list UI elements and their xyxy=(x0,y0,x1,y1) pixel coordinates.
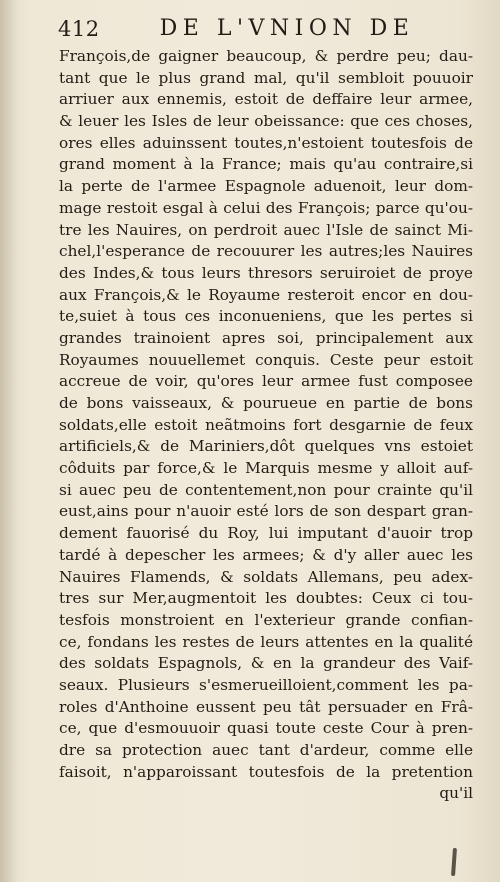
page-number: 412 xyxy=(58,17,100,41)
text-line: de bons vaisseaux, & pourueue en partie de bons xyxy=(59,394,473,412)
text-line: ce, que d'esmouuoir quasi toute ceste Cour à pren- xyxy=(59,719,473,738)
text-line: arriuer aux ennemis, estoit de deffaire leur armee, xyxy=(59,90,473,109)
text-line: Nauires Flamends, & soldats Allemans, peu adex- xyxy=(59,567,473,586)
ink-mark xyxy=(451,848,457,876)
text-line: chel,l'esperance de recouurer les autres;les Nauires xyxy=(59,242,473,261)
text-line: tres sur Mer,augmentoit les doubtes: Ceux ci tou- xyxy=(59,589,473,608)
text-line: dement fauorisé du Roy, lui imputant d'auoir trop xyxy=(59,524,473,543)
text-line: & leuer les Isles de leur obeissance: que ces choses, xyxy=(59,112,473,131)
text-line: grandes trainoient apres soi, principalement aux xyxy=(59,328,473,347)
catchword: qu'il xyxy=(439,784,473,803)
text-line: tardé à depescher les armees; & d'y aller auec les xyxy=(59,545,473,564)
text-line: soldats,elle estoit neãtmoins fort desgarnie de feux xyxy=(59,415,473,434)
body-text xyxy=(59,46,473,805)
text-line: grand moment à la France; mais qu'au contraire,si xyxy=(59,155,473,174)
text-line: te,suiet à tous ces inconueniens, que les pertes si xyxy=(59,307,473,326)
text-line: seaux. Plusieurs s'esmerueilloient,comment les pa- xyxy=(59,675,473,694)
text-line: eust,ains pour n'auoir esté lors de son despart gran- xyxy=(59,502,473,521)
running-head: DE L'VNION DE xyxy=(159,16,415,41)
text-line: des Indes,& tous leurs thresors seruiroiet de proye xyxy=(59,263,473,282)
text-line: la perte de l'armee Espagnole aduenoit, leur dom- xyxy=(59,177,473,196)
page-header xyxy=(58,14,474,44)
text-line: mage restoit esgal à celui des François; parce qu'ou- xyxy=(59,198,473,217)
text-line: artificiels,& de Mariniers,dôt quelques vns estoiet xyxy=(59,437,473,456)
text-line: ores elles aduinssent toutes,n'estoient toutesfois de xyxy=(59,133,473,152)
text-line: si auec peu de contentement,non pour crainte qu'il xyxy=(59,480,473,499)
text-line: Royaumes nouuellemet conquis. Ceste peur estoit xyxy=(59,350,473,369)
text-line: tant que le plus grand mal, qu'il sembloit pouuoir xyxy=(59,68,473,87)
text-line: accreue de voir, qu'ores leur armee fust composee xyxy=(59,372,473,391)
text-line: dre sa protection auec tant d'ardeur, comme elle xyxy=(59,741,473,759)
text-line: tesfois monstroient en l'exterieur grande confian- xyxy=(59,610,473,629)
text-line: aux François,& le Royaume resteroit encor en dou- xyxy=(59,285,473,304)
text-line: roles d'Anthoine eussent peu tât persuader en Frâ- xyxy=(59,697,473,716)
gutter-shadow xyxy=(0,0,18,882)
text-line: côduits par force,& le Marquis mesme y alloit auf- xyxy=(59,459,473,478)
text-line: tre les Nauires, on perdroit auec l'Isle de sainct Mi- xyxy=(59,220,473,239)
text-line: des soldats Espagnols, & en la grandeur des Vaif- xyxy=(59,654,473,673)
text-line: faisoit, n'apparoissant toutesfois de la pretention xyxy=(59,762,473,781)
text-line: ce, fondans les restes de leurs attentes en la qualité xyxy=(59,632,473,651)
text-line: François,de gaigner beaucoup, & perdre peu; dau- xyxy=(59,47,473,65)
